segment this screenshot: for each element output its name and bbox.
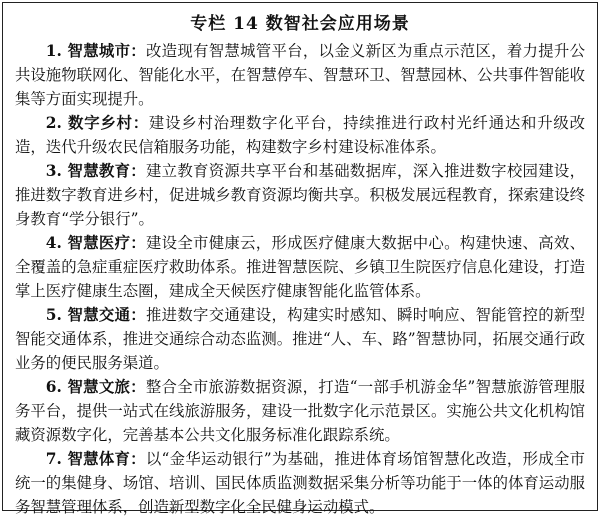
item-smart-education [15, 159, 585, 231]
column-box [2, 2, 598, 516]
item-heading: 6. 智慧文旅： [45, 378, 146, 396]
item-smart-city [15, 39, 585, 111]
item-text: 推进数字交通建设，构建实时感知、瞬时响应、智能管控的新型智能交通体系，推进交通综合动态监测。推进“人、车、路”智慧协同，拓展交通行政业务的便民服务渠道。 [15, 306, 585, 372]
item-heading: 7. 智慧体育： [45, 450, 146, 468]
item-heading: 1. 智慧城市： [45, 42, 146, 60]
item-heading: 3. 智慧教育： [45, 162, 146, 180]
item-heading: 5. 智慧交通： [45, 306, 146, 324]
item-heading: 2. 数字乡村： [45, 114, 149, 132]
item-digital-village [15, 111, 585, 159]
item-text: 建设乡村治理数字化平台，持续推进行政村光纤通达和升级改造，迭代升级农民信箱服务功能，构建数字乡村建设标准体系。 [15, 114, 585, 156]
item-text: 建立教育资源共享平台和基础数据库，深入推进数字校园建设，推进数字教育进乡村，促进城乡教育资源均衡共享。积极发展远程教育，探索建设终身教育“学分银行”。 [15, 162, 585, 228]
column-title: 专栏 14 数智社会应用场景 [190, 14, 410, 34]
item-text: 以“金华运动银行”为基础，推进体育场馆智慧化改造，形成全市统一的集健身、场馆、培训、国民体质监测数据采集分析等功能于一体的体育运动服务智慧管理体系，创造新型数字化全民健身运动模式。 [15, 450, 585, 516]
item-smart-transport [15, 303, 585, 375]
item-text: 建设全市健康云，形成医疗健康大数据中心。构建快速、高效、全覆盖的急症重症医疗救助体系。推进智慧医院、乡镇卫生院医疗信息化建设，打造掌上医疗健康生态圈，建成全天候医疗健康智能化监管体系。 [15, 234, 585, 300]
item-smart-sports [15, 447, 585, 519]
item-smart-healthcare [15, 231, 585, 303]
item-text: 改造现有智慧城管平台，以金义新区为重点示范区，着力提升公共设施物联网化、智能化水平，在智慧停车、智慧环卫、智慧园林、公共事件智能收集等方面实现提升。 [15, 42, 585, 108]
item-heading: 4. 智慧医疗： [45, 234, 146, 252]
column-content [15, 39, 585, 519]
item-text: 整合全市旅游数据资源，打造“一部手机游金华”智慧旅游管理服务平台，提供一站式在线旅游服务，建设一批数字化示范景区。实施公共文化机构馆藏资源数字化，完善基本公共文化服务标准化跟踪系统。 [15, 378, 585, 444]
item-smart-culture-tourism [15, 375, 585, 447]
